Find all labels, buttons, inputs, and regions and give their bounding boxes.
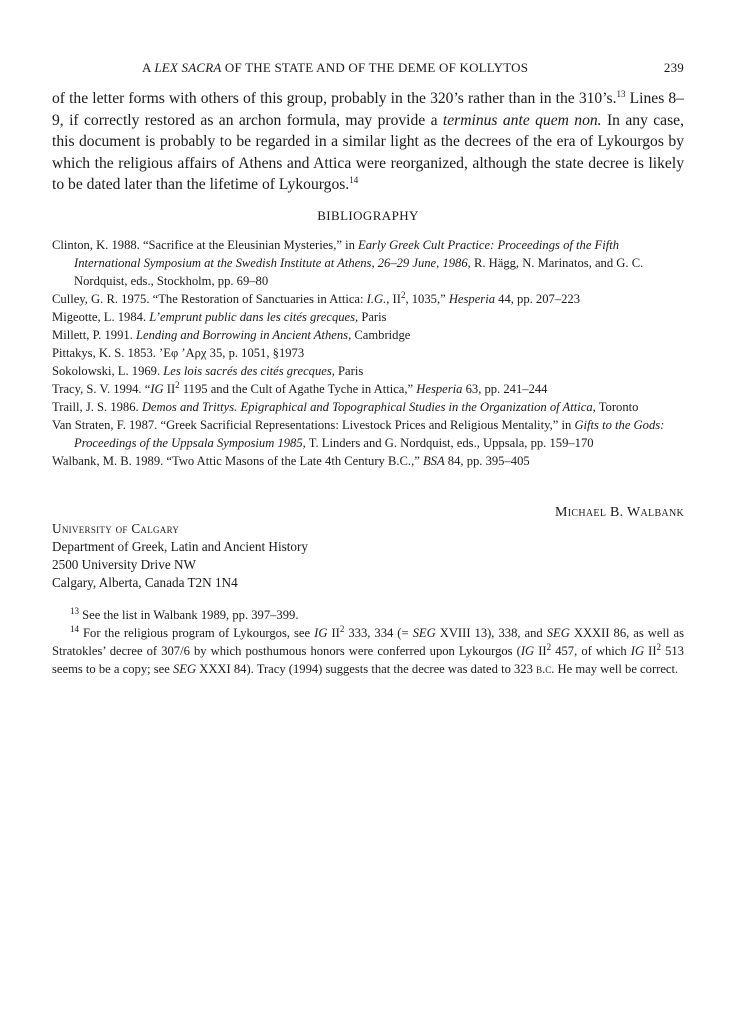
bib-entry-sokolowski: Sokolowski, L. 1969. Les lois sacrés des cités grecques, Paris [52,364,364,378]
author-name: Michael B. Walbank [555,505,684,520]
bib-entry-pittakys: Pittakys, K. S. 1853. ’Εφ ’Αρχ 35, p. 1051, §1973 [52,346,305,360]
department-name: Department of Greek, Latin and Ancient History [52,539,308,554]
street-address: 2500 University Drive NW [52,557,196,572]
university-name: University of Calgary [52,521,180,536]
bib-entry-walbank: Walbank, M. B. 1989. “Two Attic Masons of the Late 4th Century B.C.,” BSA 84, pp. 395–405 [52,454,530,468]
author-affiliation [52,520,308,592]
bib-entry-clinton: Clinton, K. 1988. “Sacrifice at the Eleusinian Mysteries,” in Early Greek Cult Practice: Proceedings of the Fifth International Symposium at the Swedish Institute at Athens, 26–29 June, 1986, R. Hägg, N. Marinatos, and G. C. Nordquist, eds., Stockholm, pp. 69–80 [52,238,644,288]
bib-entry-traill: Traill, J. S. 1986. Demos and Trittys. Epigraphical and Topographical Studies in the Organization of Attica, Toronto [52,400,639,414]
body-paragraph: of the letter forms with others of this group, probably in the 320’s rather than in the 310’s.$^{13}$ Lines 8–9, if correctly restored as an archon formula, may provide a terminus ante quem non. In any case, this document is probably to be regarded in a similar light as the decrees of the era of Lykourgos by which the religious affairs of Athens and Attica were reorganized, although the state decree is likely to be dated later than the lifetime of Lykourgos.$^{14}$ [52,88,684,193]
city-address: Calgary, Alberta, Canada T2N 1N4 [52,575,238,590]
footnote-ref-13[interactable]: 13 [616,88,626,99]
bib-entry-vanstraten: Van Straten, F. 1987. “Greek Sacrificial Representations: Livestock Prices and Religious Mentality,” in Gifts to the Gods: Proceedings of the Uppsala Symposium 1985, T. Linders and G. Nordquist, eds., Uppsala, pp. 159–170 [52,418,665,450]
bib-entry-millett: Millett, P. 1991. Lending and Borrowing in Ancient Athens, Cambridge [52,328,411,342]
footnote-14: $^{14}$ For the religious program of Lykourgos, see IG $II^2$ 333, 334 (= SEG XVIII 13), 338, and SEG XXXII 86, as well as Stratokles’ decree of 307/6 by which posthumous honors were conferred upon Lykourgos (IG $II^2$ 457, of which IG $II^2$ 513 seems to be a copy; see SEG XXXI 84). Tracy (1994) suggests that the decree was dated to 323 b.c. He may well be correct. [52,623,684,676]
bib-entry-migeotte: Migeotte, L. 1984. L’emprunt public dans les cités grecques, Paris [52,310,387,324]
running-title: A LEX SACRA OF THE STATE AND OF THE DEME OF KOLLYTOS [142,60,529,75]
footnote-13: $^{13}$ See the list in Walbank 1989, pp. 397–399. [70,605,299,622]
page-number: 239 [663,60,684,75]
bibliography-list [52,236,684,470]
footnotes [52,606,684,678]
bib-entry-culley: Culley, G. R. 1975. “The Restoration of Sanctuaries in Attica: I.G., $II^2$, 1035,” Hesperia 44, pp. 207–223 [52,289,581,306]
bibliography-heading: BIBLIOGRAPHY [317,208,419,223]
footnote-ref-14[interactable]: 14 [349,174,359,185]
bib-entry-tracy: Tracy, S. V. 1994. “IG $II^2$ 1195 and the Cult of Agathe Tyche in Attica,” Hesperia 63, pp. 241–244 [52,379,548,396]
